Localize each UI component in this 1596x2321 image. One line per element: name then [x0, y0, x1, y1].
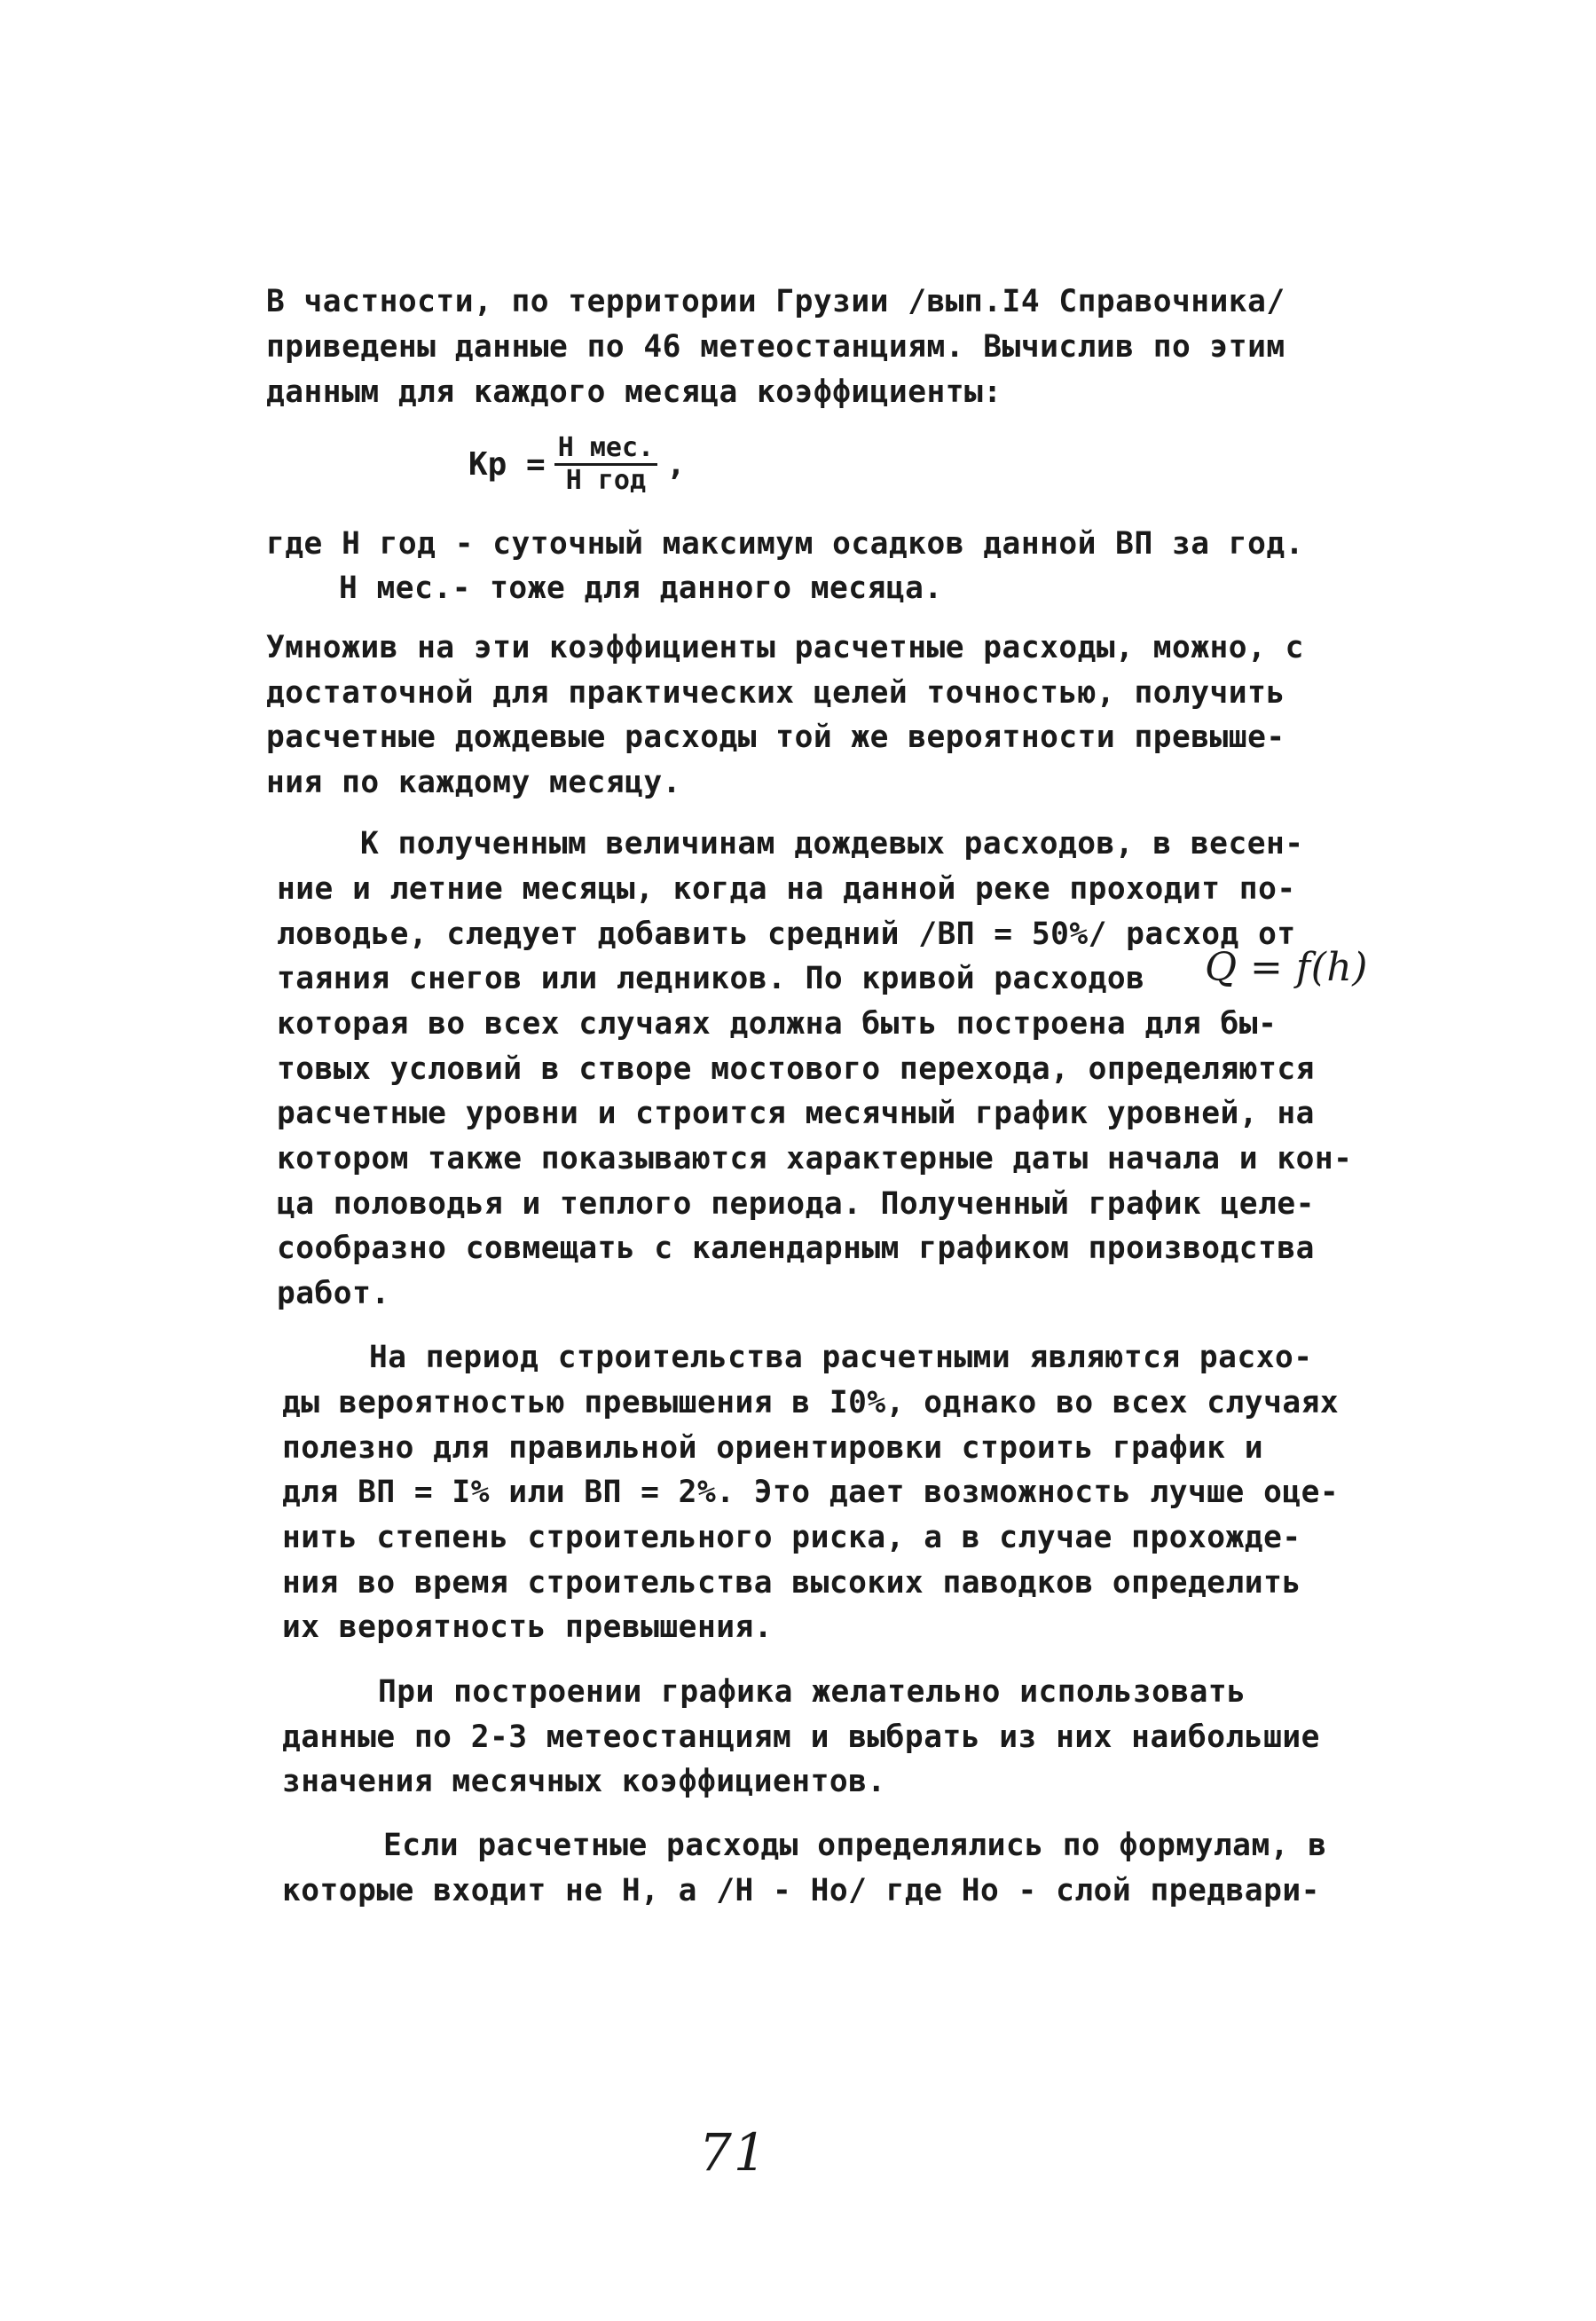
paragraph-6-line-1: Если расчетные расходы определялись по формулам, в [383, 1828, 1327, 1863]
paragraph-3-line-7: расчетные уровни и строится месячный график уровней, на [277, 1096, 1315, 1131]
formula-tail: , [666, 446, 686, 483]
paragraph-3-line-11: работ. [277, 1276, 390, 1311]
paragraph-1-line-2: приведены данные по 46 метеостанциям. Вычислив по этим [266, 329, 1285, 365]
paragraph-1-line-3: данным для каждого месяца коэффициенты: [266, 374, 1002, 410]
paragraph-3-line-3: ловодье, следует добавить средний /ВП = 50%/ расход от [277, 917, 1296, 952]
paragraph-4-line-1: На период строительства расчетными являются расхо- [369, 1340, 1313, 1375]
paragraph-3-line-5: которая во всех случаях должна быть построена для бы- [277, 1006, 1278, 1042]
paragraph-5-line-3: значения месячных коэффициентов. [282, 1764, 886, 1799]
paragraph-3-line-8: котором также показываются характерные даты начала и кон- [277, 1141, 1353, 1176]
paragraph-1-line-1: В частности, по территории Грузии /вып.I4 Справочника/ [266, 284, 1285, 319]
formula-lhs: Кр = [468, 446, 546, 483]
paragraph-3-line-4: таяния снегов или ледников. По кривой расходов [277, 961, 1145, 996]
paragraph-3-line-10: сообразно совмещать с календарным графиком производства [277, 1231, 1315, 1266]
paragraph-4-line-4: для ВП = I% или ВП = 2%. Это дает возможность лучше оце- [282, 1475, 1340, 1510]
paragraph-3-line-1: К полученным величинам дождевых расходов, в весен- [360, 826, 1304, 862]
paragraph-4-line-6: ния во время строительства высоких паводков определить [282, 1565, 1301, 1601]
page-number: 71 [699, 2122, 768, 2183]
definition-line-2: Н мес.- тоже для данного месяца. [339, 570, 943, 606]
paragraph-3-line-6: товых условий в створе мостового перехода, определяются [277, 1051, 1315, 1087]
paragraph-5-line-2: данные по 2-3 метеостанциям и выбрать из них наибольшие [282, 1719, 1320, 1755]
paragraph-5-line-1: При построении графика желательно использовать [378, 1674, 1246, 1710]
paragraph-2-line-2: достаточной для практических целей точностью, получить [266, 675, 1285, 711]
paragraph-4-line-5: нить степень строительного риска, а в случае прохожде- [282, 1520, 1301, 1555]
formula-numerator: Н мес. [554, 435, 657, 466]
formula-denominator: Н год [565, 465, 647, 496]
paragraph-4-line-7: их вероятность превышения. [282, 1609, 774, 1645]
formula-fraction [554, 432, 657, 496]
paragraph-2-line-4: ния по каждому месяцу. [266, 765, 681, 800]
paragraph-6-line-2: которые входит не Н, а /Н - Но/ где Но - слой предвари- [282, 1873, 1320, 1908]
paragraph-2-line-1: Умножив на эти коэффициенты расчетные расходы, можно, с [266, 630, 1304, 665]
paragraph-3-line-9: ца половодья и теплого периода. Полученный график целе- [277, 1186, 1315, 1222]
paragraph-2-line-3: расчетные дождевые расходы той же вероятности превыше- [266, 720, 1285, 755]
paragraph-3-line-2: ние и летние месяцы, когда на данной реке проходит по- [277, 871, 1296, 907]
handwritten-formula: Q = f(h) [1205, 945, 1368, 990]
coefficient-formula [468, 432, 686, 496]
paragraph-4-line-3: полезно для правильной ориентировки строить график и [282, 1430, 1264, 1466]
paragraph-4-line-2: ды вероятностью превышения в I0%, однако во всех случаях [282, 1385, 1340, 1420]
definition-line-1: где Н год - суточный максимум осадков данной ВП за год. [266, 526, 1304, 562]
